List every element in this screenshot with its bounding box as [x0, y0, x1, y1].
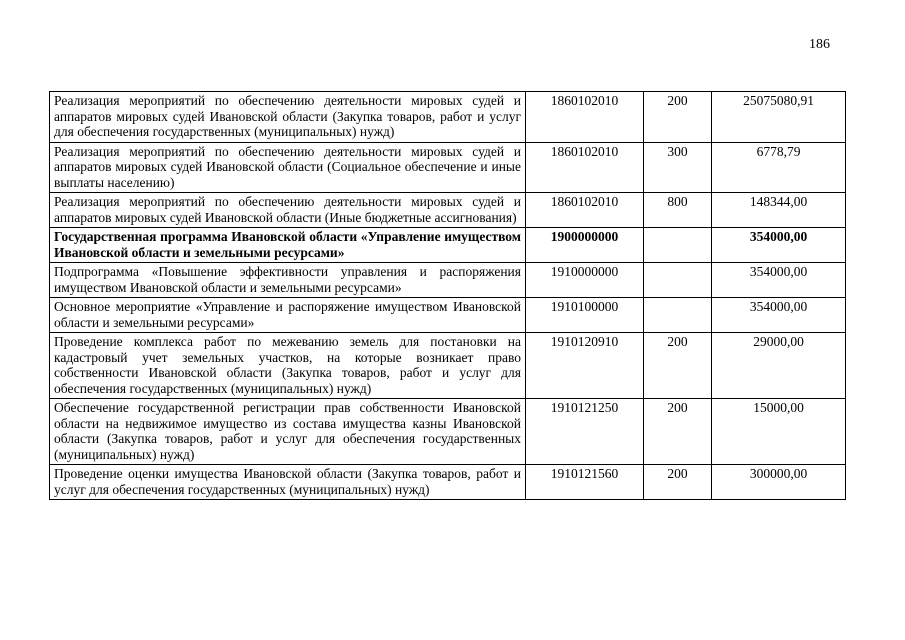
row-code-cell: 1860102010	[526, 193, 644, 228]
row-sum-cell: 25075080,91	[712, 92, 846, 143]
row-sum-cell: 15000,00	[712, 399, 846, 465]
table-row	[50, 333, 846, 399]
table-row	[50, 193, 846, 228]
row-expense-type-cell	[644, 228, 712, 263]
table-row	[50, 228, 846, 263]
table-row	[50, 465, 846, 500]
row-description-cell: Реализация мероприятий по обеспечению деятельности мировых судей и аппаратов мировых судей Ивановской области (Иные бюджетные ассигнования)	[50, 193, 526, 228]
table-row	[50, 399, 846, 465]
row-description-cell: Проведение комплекса работ по межеванию земель для постановки на кадастровый учет земельных участков, на которые возникает право собственности Ивановской области (Закупка товаров, работ и услуг для обеспечения государственных (муниципальных) нужд)	[50, 333, 526, 399]
row-expense-type-cell: 200	[644, 333, 712, 399]
table-row	[50, 263, 846, 298]
row-expense-type-cell: 200	[644, 92, 712, 143]
row-description-cell: Подпрограмма «Повышение эффективности управления и распоряжения имуществом Ивановской области и земельными ресурсами»	[50, 263, 526, 298]
row-sum-cell: 148344,00	[712, 193, 846, 228]
row-sum-cell: 6778,79	[712, 142, 846, 193]
row-description-cell: Основное мероприятие «Управление и распоряжение имуществом Ивановской области и земельными ресурсами»	[50, 298, 526, 333]
row-expense-type-cell: 200	[644, 399, 712, 465]
row-sum-cell: 300000,00	[712, 465, 846, 500]
row-sum-cell: 354000,00	[712, 263, 846, 298]
budget-table	[49, 91, 846, 500]
row-code-cell: 1910121560	[526, 465, 644, 500]
row-expense-type-cell: 300	[644, 142, 712, 193]
row-description-cell: Государственная программа Ивановской области «Управление имуществом Ивановской области и земельными ресурсами»	[50, 228, 526, 263]
row-code-cell: 1910120910	[526, 333, 644, 399]
row-code-cell: 1900000000	[526, 228, 644, 263]
row-code-cell: 1910121250	[526, 399, 644, 465]
row-description-cell: Реализация мероприятий по обеспечению деятельности мировых судей и аппаратов мировых судей Ивановской области (Закупка товаров, работ и услуг для обеспечения государственных (муниципальных) нужд)	[50, 92, 526, 143]
row-expense-type-cell: 800	[644, 193, 712, 228]
table-row	[50, 298, 846, 333]
row-expense-type-cell	[644, 298, 712, 333]
row-description-cell: Проведение оценки имущества Ивановской области (Закупка товаров, работ и услуг для обеспечения государственных (муниципальных) нужд)	[50, 465, 526, 500]
row-sum-cell: 29000,00	[712, 333, 846, 399]
row-description-cell: Обеспечение государственной регистрации прав собственности Ивановской области на недвижимое имущество из состава имущества казны Ивановской области (Закупка товаров, работ и услуг для обеспечения государственных (муниципальных) нужд)	[50, 399, 526, 465]
row-description-cell: Реализация мероприятий по обеспечению деятельности мировых судей и аппаратов мировых судей Ивановской области (Социальное обеспечение и иные выплаты населению)	[50, 142, 526, 193]
row-expense-type-cell: 200	[644, 465, 712, 500]
row-code-cell: 1910000000	[526, 263, 644, 298]
table-row	[50, 92, 846, 143]
budget-table-body	[50, 92, 846, 500]
row-sum-cell: 354000,00	[712, 228, 846, 263]
row-expense-type-cell	[644, 263, 712, 298]
row-code-cell: 1860102010	[526, 142, 644, 193]
row-code-cell: 1910100000	[526, 298, 644, 333]
row-code-cell: 1860102010	[526, 92, 644, 143]
table-row	[50, 142, 846, 193]
page-number: 186	[809, 37, 830, 52]
row-sum-cell: 354000,00	[712, 298, 846, 333]
